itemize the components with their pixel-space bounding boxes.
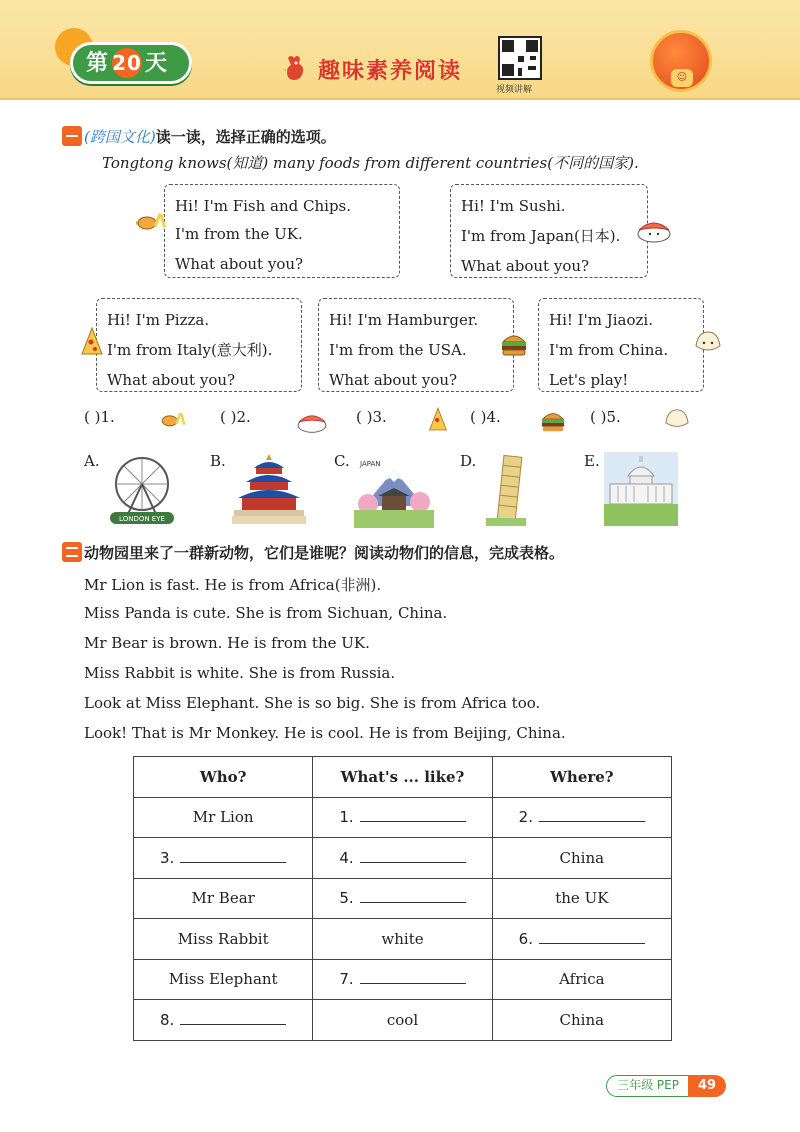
jiaozi-icon (694, 330, 722, 356)
question-one-marker (62, 126, 82, 146)
page-header (0, 0, 800, 100)
fill-blank-7[interactable]: 7. (313, 959, 492, 1000)
table-cell: cool (313, 1000, 492, 1041)
table-row (134, 1000, 672, 1041)
us-capitol-image (604, 452, 678, 526)
table-cell: Mr Lion (134, 797, 313, 838)
answer-blank-3[interactable]: ( )3. (356, 408, 387, 426)
header-who: Who? (134, 757, 313, 798)
question-one-tag: (跨国文化) (84, 128, 156, 146)
bubble-line: Hi! I'm Jiaozi. (549, 311, 653, 329)
fish-and-chips-icon (160, 410, 186, 430)
qr-code[interactable] (498, 36, 542, 80)
bubble-pizza (96, 298, 302, 392)
story-line-5: Look at Miss Elephant. She is so big. She is from Africa too. (84, 694, 541, 712)
table-row (134, 838, 672, 879)
header-like: What's ... like? (313, 757, 492, 798)
drum-mascot-icon (650, 30, 712, 92)
hamburger-icon (540, 408, 566, 434)
bubble-hamburger (318, 298, 514, 392)
bubble-line: I'm from the USA. (329, 341, 467, 359)
bubble-line: I'm from Italy(意大利). (107, 341, 273, 359)
option-a-label: A. (84, 452, 100, 470)
table-row (134, 797, 672, 838)
grade-label: 三年级 PEP (606, 1075, 690, 1097)
pizza-icon (80, 326, 104, 358)
bubble-line: Let's play! (549, 371, 629, 389)
header-where: Where? (492, 757, 671, 798)
rooster-icon (282, 54, 308, 82)
day-prefix: 第 (86, 51, 110, 76)
question-one-instruction (84, 126, 336, 147)
japan-text: JAPAN (360, 460, 381, 468)
table-row (134, 919, 672, 960)
bubble-fish-and-chips (164, 184, 400, 278)
animal-info-table (133, 756, 672, 1041)
table-cell: Miss Elephant (134, 959, 313, 1000)
answer-blank-2[interactable]: ( )2. (220, 408, 251, 426)
london-eye-image (106, 452, 178, 526)
bubble-line: What about you? (107, 371, 236, 389)
fish-and-chips-icon (136, 210, 166, 234)
table-cell: China (492, 1000, 671, 1041)
japan-mount-fuji-image (354, 456, 434, 528)
bubble-line: I'm from China. (549, 341, 669, 359)
sushi-icon (636, 214, 672, 244)
table-header-row (134, 757, 672, 798)
day-suffix: 天 (145, 51, 169, 76)
table-cell: Africa (492, 959, 671, 1000)
table-cell: Mr Bear (134, 878, 313, 919)
answer-blank-5[interactable]: ( )5. (590, 408, 621, 426)
story-line-3: Mr Bear is brown. He is from the UK. (84, 634, 370, 652)
fill-blank-8[interactable]: 8. (134, 1000, 313, 1041)
option-c-label: C. (334, 452, 350, 470)
fill-blank-6[interactable]: 6. (492, 919, 671, 960)
leaning-tower-of-pisa-image (486, 452, 526, 526)
bubble-line: I'm from Japan(日本). (461, 227, 621, 245)
question-two-marker (62, 542, 82, 562)
option-e-label: E. (584, 452, 600, 470)
table-cell: China (492, 838, 671, 879)
day-label (86, 46, 168, 78)
table-cell: white (313, 919, 492, 960)
qr-caption: 视频讲解 (496, 85, 533, 95)
bubble-sushi (450, 184, 648, 278)
table-cell: Miss Rabbit (134, 919, 313, 960)
page-number: 49 (688, 1075, 726, 1097)
story-line-1: Mr Lion is fast. He is from Africa(非洲). (84, 576, 382, 594)
table-row (134, 878, 672, 919)
question-two-instruction: 动物园里来了一群新动物，它们是谁呢？阅读动物们的信息，完成表格。 (84, 544, 565, 562)
bubble-line: What about you? (329, 371, 458, 389)
hamburger-icon (500, 330, 528, 358)
fill-blank-3[interactable]: 3. (134, 838, 313, 879)
table-cell: the UK (492, 878, 671, 919)
fill-blank-2[interactable]: 2. (492, 797, 671, 838)
bubble-line: Hi! I'm Sushi. (461, 197, 566, 215)
pizza-icon (428, 406, 448, 434)
bubble-line: Hi! I'm Hamburger. (329, 311, 479, 329)
london-eye-text: LONDON EYE (119, 515, 165, 523)
fill-blank-5[interactable]: 5. (313, 878, 492, 919)
table-row (134, 959, 672, 1000)
bubble-line: Hi! I'm Pizza. (107, 311, 210, 329)
day-number: 20 (112, 48, 142, 78)
sushi-icon (296, 408, 328, 434)
story-line-2: Miss Panda is cute. She is from Sichuan, China. (84, 604, 448, 622)
jiaozi-icon (664, 408, 690, 432)
answer-blank-1[interactable]: ( )1. (84, 408, 115, 426)
drum-face: ☺ (671, 69, 693, 87)
intro-sentence: Tongtong knows(知道) many foods from different countries(不同的国家). (102, 154, 639, 172)
fill-blank-4[interactable]: 4. (313, 838, 492, 879)
temple-of-heaven-image (232, 452, 306, 526)
bubble-line: I'm from the UK. (175, 225, 303, 243)
fill-blank-1[interactable]: 1. (313, 797, 492, 838)
bubble-line: Hi! I'm Fish and Chips. (175, 197, 352, 215)
bubble-jiaozi (538, 298, 704, 392)
question-one-text: 读一读，选择正确的选项。 (155, 128, 336, 146)
answer-row (84, 408, 724, 438)
bubble-line: What about you? (461, 257, 590, 275)
section-title: 趣味素养阅读 (318, 59, 463, 84)
bubble-line: What about you? (175, 255, 304, 273)
story-line-6: Look! That is Mr Monkey. He is cool. He is from Beijing, China. (84, 724, 566, 742)
story-line-4: Miss Rabbit is white. She is from Russia. (84, 664, 396, 682)
option-b-label: B. (210, 452, 226, 470)
option-d-label: D. (460, 452, 477, 470)
answer-blank-4[interactable]: ( )4. (470, 408, 501, 426)
